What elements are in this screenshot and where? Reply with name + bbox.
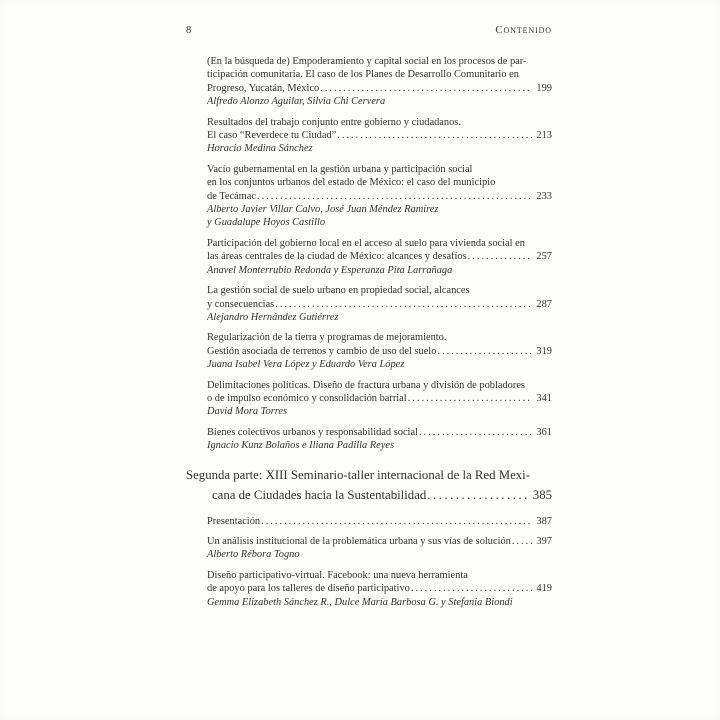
toc-title-text: Progreso, Yucatán, México: [207, 82, 320, 94]
toc-title-line: Diseño participativo-virtual. Facebook: una nueva herramienta: [207, 569, 468, 581]
toc-author-line: Juana Isabel Vera López y Eduardo Vera López: [207, 359, 405, 371]
toc-page-number: 319: [536, 345, 552, 357]
toc-author-line: Gemma Elizabeth Sánchez R., Dulce María Barbosa G. y Stefania Biondi: [207, 596, 513, 608]
toc-leader-dots: [408, 392, 533, 405]
toc-title-line-last: [207, 298, 552, 311]
toc-author-line: Ignacio Kunz Bolaños e Iliana Padilla Reyes: [207, 440, 395, 452]
toc-leader-dots: [419, 426, 532, 439]
toc-entry: [186, 55, 552, 109]
toc-page-number: 385: [532, 488, 552, 503]
toc-title-line: en los conjuntos urbanos del estado de México: el caso del municipio: [207, 177, 496, 189]
toc-title-line-last: [207, 345, 552, 358]
toc-title-text: cana de Ciudades hacia la Sustentabilidad: [212, 488, 427, 503]
toc-author-line: Alberto Javier Villar Calvo, José Juan Méndez Ramírez: [207, 204, 439, 216]
toc-title-line: Segunda parte: XIII Seminario-taller internacional de la Red Mexi-: [186, 467, 530, 482]
toc-title-line-last: [207, 250, 552, 263]
toc-author-line: Horacio Medina Sánchez: [207, 143, 313, 155]
toc-title-line-last: [207, 535, 552, 548]
toc-title-text: de Tecámac: [207, 190, 256, 202]
toc-leader-dots: [337, 129, 532, 142]
toc-title-line: ticipación comunitaria. El caso de los Planes de Desarrollo Comunitario en: [207, 69, 519, 81]
toc-title-text: de apoyo para los talleres de diseño participativo: [207, 583, 410, 595]
toc-title-line-last: [207, 82, 552, 95]
toc-entry: [186, 163, 552, 230]
toc-title-text: o de impulso económico y consolidación barrial: [207, 392, 407, 404]
toc-title-line: Resultados del trabajo conjunto entre gobierno y ciudadanos.: [207, 116, 461, 128]
toc-leader-dots: [427, 485, 529, 506]
toc-title-line: Vacío gubernamental en la gestión urbana y participación social: [207, 163, 473, 175]
toc-page-number: 213: [536, 130, 552, 142]
toc-title-line-last: [207, 129, 552, 142]
toc-leader-dots: [411, 582, 533, 595]
toc-title-line: Delimitaciones políticas. Diseño de fractura urbana y división de pobladores: [207, 379, 525, 391]
toc-page-number: 387: [536, 515, 552, 527]
toc-page-number: 397: [536, 535, 552, 547]
toc-leader-dots: [320, 82, 532, 95]
toc-author-line: y Guadalupe Hoyos Castillo: [207, 217, 326, 229]
toc-title-text: Bienes colectivos urbanos y responsabilidad social: [207, 426, 418, 438]
toc-entry: [186, 515, 552, 528]
toc-entry: [186, 116, 552, 156]
toc-leader-dots: [512, 535, 533, 548]
toc-page-number: 287: [536, 298, 552, 310]
toc-title-line: (En la búsqueda de) Empoderamiento y capital social en los procesos de par-: [207, 56, 527, 67]
toc-part-heading: [186, 465, 552, 506]
toc-author-line: David Mora Torres: [207, 406, 288, 418]
toc-list: [186, 55, 552, 616]
toc-title-text: Un análisis institucional de la problemática urbana y sus vías de solución: [207, 535, 511, 547]
toc-title-text: las áreas centrales de la ciudad de México: alcances y desafíos: [207, 251, 467, 263]
toc-leader-dots: [275, 298, 532, 311]
toc-page-number: 361: [536, 426, 552, 438]
toc-leader-dots: [257, 190, 532, 203]
toc-leader-dots: [437, 345, 532, 358]
toc-title-text: Presentación: [207, 515, 261, 527]
toc-title-line: La gestión social de suelo urbano en propiedad social, alcances: [207, 285, 470, 297]
toc-entry: [186, 331, 552, 371]
toc-author-line: Anavel Monterrubio Redonda y Esperanza Pita Larrañaga: [207, 264, 453, 276]
toc-entry: [186, 426, 552, 453]
toc-entry: [186, 237, 552, 277]
toc-title-line-last: [207, 190, 552, 203]
toc-title-text: Gestión asociada de terrenos y cambio de uso del suelo: [207, 345, 437, 357]
toc-entry: [186, 379, 552, 419]
toc-author-line: Alejandro Hernández Gutiérrez: [207, 311, 339, 323]
toc-title-line-last: [207, 582, 552, 595]
running-head: [186, 24, 552, 36]
toc-page-number: 199: [536, 82, 552, 94]
toc-page-number: 233: [536, 190, 552, 202]
toc-title-line: Participación del gobierno local en el acceso al suelo para vivienda social en: [207, 237, 525, 249]
toc-title-line-last: [186, 485, 552, 506]
toc-title-line-last: [207, 392, 552, 405]
toc-page-number: 341: [536, 392, 552, 404]
toc-page-number: 257: [536, 251, 552, 263]
toc-title-line: Regularización de la tierra y programas de mejoramiento.: [207, 332, 447, 344]
toc-entry: [186, 284, 552, 324]
toc-title-line-last: [207, 426, 552, 439]
toc-page-number: 419: [536, 583, 552, 595]
toc-title-text: El caso “Reverdece tu Ciudad”: [207, 130, 337, 142]
toc-title-text: y consecuencias: [207, 298, 275, 310]
page-number: 8: [186, 25, 192, 36]
toc-leader-dots: [468, 250, 533, 263]
toc-author-line: Alfredo Alonzo Aguilar, Silvia Chi Cervera: [207, 96, 386, 108]
toc-title-line-last: [207, 515, 552, 528]
toc-author-line: Alberto Rébora Togno: [207, 549, 300, 561]
toc-entry: [186, 535, 552, 562]
toc-leader-dots: [261, 515, 532, 528]
running-header-title: Contenido: [495, 24, 552, 36]
toc-entry: [186, 569, 552, 609]
